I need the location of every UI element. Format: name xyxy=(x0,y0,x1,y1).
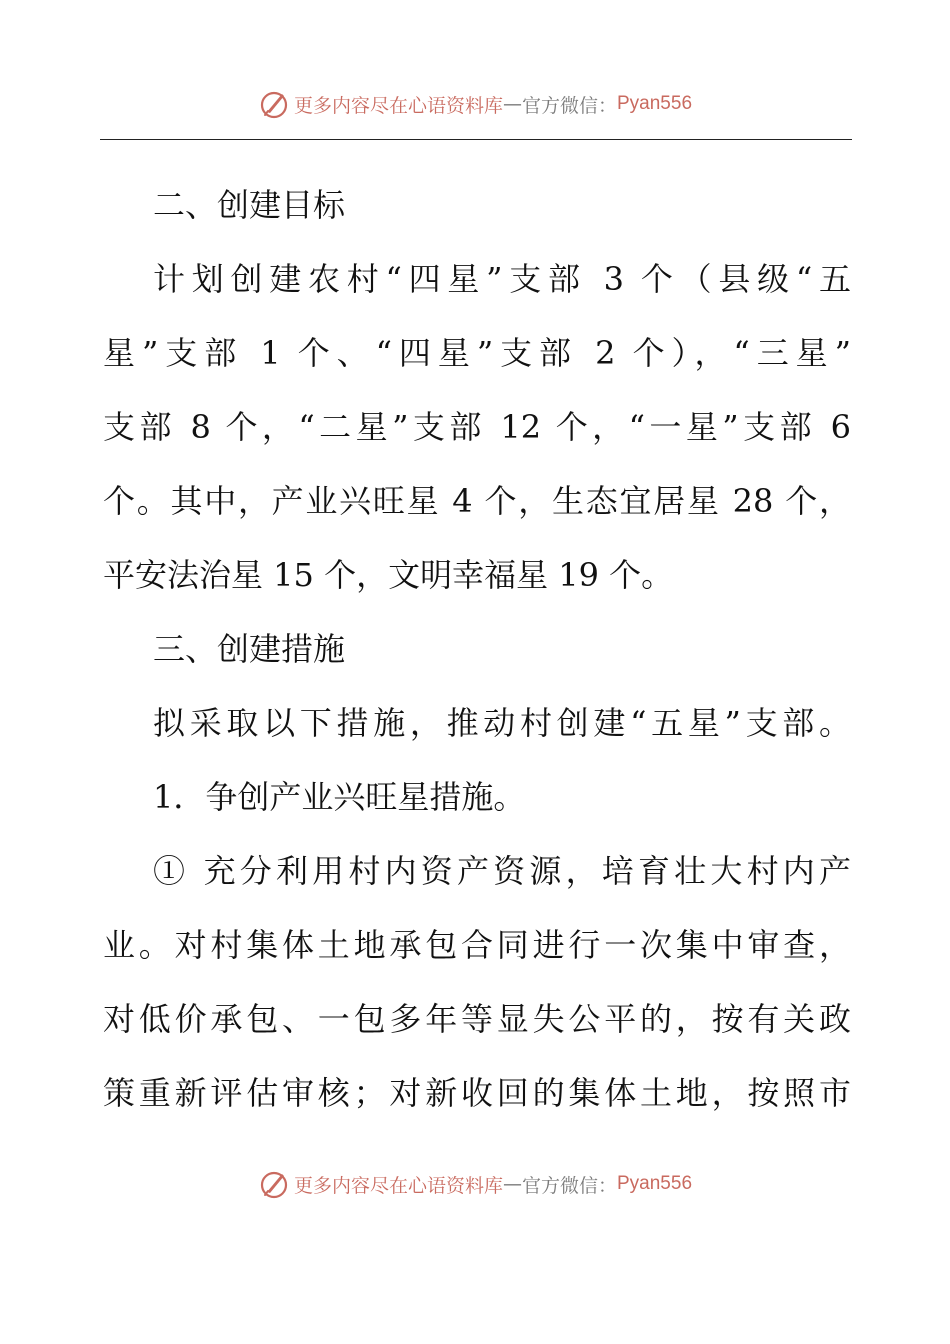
banner-wechat-id: Pyan556 xyxy=(617,1173,693,1194)
paragraph-line: 个。其中，产业兴旺星 4 个，生态宜居星 28 个， xyxy=(103,482,851,520)
section-heading-measures: 三、创建措施 xyxy=(153,630,346,668)
paragraph-line: 支部 8 个，“二星”支部 12 个，“一星”支部 6 xyxy=(103,408,851,446)
paragraph-line: ① 充分利用村内资产资源，培育壮大村内产 xyxy=(153,852,851,890)
subsection-heading: 1．争创产业兴旺星措施。 xyxy=(153,778,526,816)
banner-main-text: 更多内容尽在心语资料库 xyxy=(293,1174,503,1197)
banner-sub-text: 官方微信： xyxy=(521,1174,617,1197)
banner-main-text: 更多内容尽在心语资料库 xyxy=(293,94,503,117)
paragraph-line: 拟采取以下措施，推动村创建“五星”支部。 xyxy=(153,704,851,742)
banner-sub-text: 官方微信： xyxy=(521,94,617,117)
section-heading-goals: 二、创建目标 xyxy=(153,186,346,224)
document-body xyxy=(103,168,851,1130)
banner-separator: — xyxy=(502,1173,522,1195)
paragraph-line: 策重新评估审核；对新收回的集体土地，按照市 xyxy=(103,1074,851,1112)
footer-banner xyxy=(0,1164,950,1204)
quill-logo-icon xyxy=(258,88,290,120)
paragraph-line: 星”支部 1 个、“四星”支部 2 个），“三星” xyxy=(103,334,851,372)
paragraph-line: 对低价承包、一包多年等显失公平的，按有关政 xyxy=(103,1000,851,1038)
header-divider xyxy=(100,139,852,140)
banner-wechat-id: Pyan556 xyxy=(617,93,693,114)
paragraph-line: 平安法治星 15 个，文明幸福星 19 个。 xyxy=(103,556,674,594)
quill-logo-icon xyxy=(258,1168,290,1200)
paragraph-line: 计划创建农村“四星”支部 3 个（县级“五 xyxy=(153,260,851,298)
banner-separator: — xyxy=(502,93,522,115)
paragraph-line: 业。对村集体土地承包合同进行一次集中审查， xyxy=(103,926,851,964)
header-banner xyxy=(0,84,950,124)
